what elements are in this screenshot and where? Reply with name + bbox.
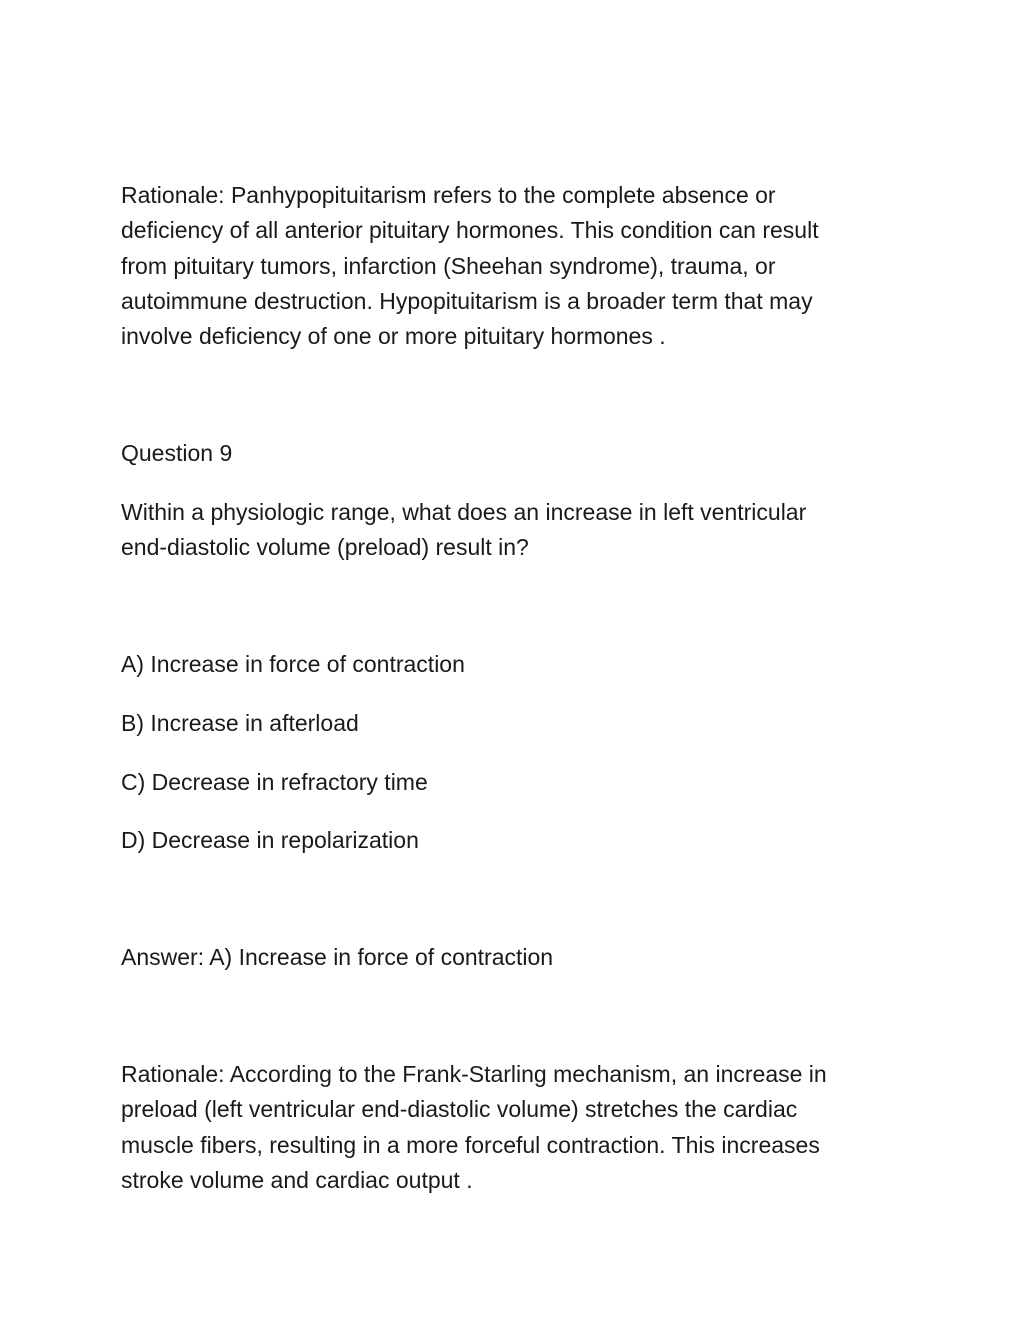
answer-option-b: [121, 706, 901, 741]
rationale-line: stroke volume and cardiac output .: [121, 1166, 473, 1193]
answer-option-a: [121, 647, 901, 682]
rationale-line: preload (left ventricular end-diastolic volume) stretches the cardiac: [121, 1096, 798, 1123]
rationale-line: involve deficiency of one or more pituitary hormones .: [121, 323, 666, 350]
answer-option-c: [121, 765, 901, 800]
question-heading: [121, 436, 901, 471]
rationale-line: Rationale: Panhypopituitarism refers to the complete absence or: [121, 182, 776, 208]
question-number: Question 9: [121, 440, 233, 466]
rationale-line: deficiency of all anterior pituitary hormones. This condition can result: [121, 217, 819, 244]
question-stem-line: Within a physiologic range, what does an increase in left ventricular: [121, 499, 807, 525]
rationale-paragraph: [121, 1057, 901, 1198]
rationale-line: autoimmune destruction. Hypopituitarism is a broader term that may: [121, 287, 813, 314]
rationale-line: Rationale: According to the Frank-Starling mechanism, an increase in: [121, 1061, 827, 1087]
answer-line: [121, 940, 901, 975]
option-text: B) Increase in afterload: [121, 710, 359, 736]
answer-option-d: [121, 823, 901, 858]
question-stem: [121, 495, 901, 566]
rationale-line: from pituitary tumors, infarction (Sheehan syndrome), trauma, or: [121, 252, 776, 279]
question-stem-line: end-diastolic volume (preload) result in?: [121, 534, 529, 561]
option-text: C) Decrease in refractory time: [121, 769, 428, 795]
option-text: A) Increase in force of contraction: [121, 651, 465, 677]
option-text: D) Decrease in repolarization: [121, 827, 419, 853]
previous-rationale-paragraph: [121, 178, 901, 354]
rationale-line: muscle fibers, resulting in a more forceful contraction. This increases: [121, 1131, 820, 1158]
answer-text: Answer: A) Increase in force of contraction: [121, 944, 554, 970]
